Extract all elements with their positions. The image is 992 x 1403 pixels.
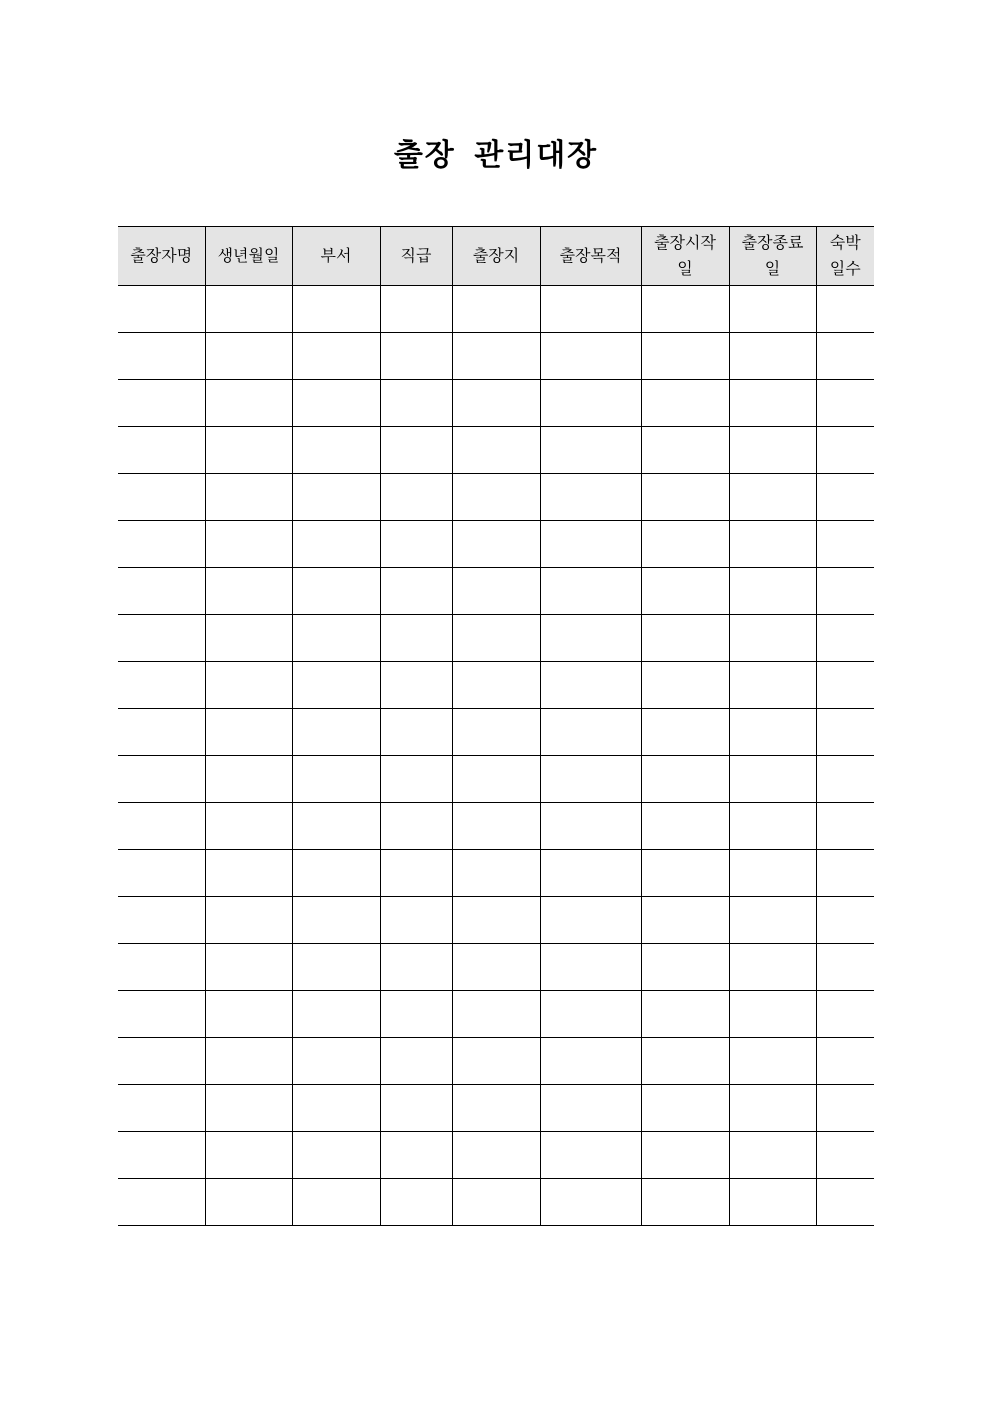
table-cell[interactable]	[205, 709, 292, 756]
header-nights: 숙박 일수	[816, 227, 874, 286]
table-cell[interactable]	[729, 615, 816, 662]
table-cell[interactable]	[729, 803, 816, 850]
table-cell[interactable]	[292, 286, 380, 333]
table-cell[interactable]	[292, 1179, 380, 1226]
table-cell[interactable]	[641, 568, 729, 615]
table-cell[interactable]	[452, 944, 540, 991]
table-row	[118, 756, 874, 803]
table-cell[interactable]	[452, 709, 540, 756]
table-cell[interactable]	[816, 474, 874, 521]
table-cell[interactable]	[729, 1132, 816, 1179]
table-cell[interactable]	[641, 286, 729, 333]
table-cell[interactable]	[205, 944, 292, 991]
table-cell[interactable]	[380, 568, 452, 615]
table-cell[interactable]	[292, 474, 380, 521]
table-cell[interactable]	[540, 756, 641, 803]
table-cell[interactable]	[452, 286, 540, 333]
table-cell[interactable]	[118, 709, 205, 756]
table-cell[interactable]	[729, 474, 816, 521]
table-cell[interactable]	[118, 1085, 205, 1132]
table-cell[interactable]	[641, 850, 729, 897]
table-cell[interactable]	[452, 521, 540, 568]
table-cell[interactable]	[729, 1038, 816, 1085]
table-cell[interactable]	[641, 1132, 729, 1179]
table-cell[interactable]	[540, 1179, 641, 1226]
table-cell[interactable]	[816, 427, 874, 474]
table-cell[interactable]	[205, 521, 292, 568]
table-cell[interactable]	[118, 521, 205, 568]
table-cell[interactable]	[292, 991, 380, 1038]
table-cell[interactable]	[118, 427, 205, 474]
table-cell[interactable]	[118, 897, 205, 944]
table-cell[interactable]	[729, 897, 816, 944]
table-cell[interactable]	[452, 803, 540, 850]
table-cell[interactable]	[641, 521, 729, 568]
table-cell[interactable]	[292, 662, 380, 709]
table-cell[interactable]	[540, 427, 641, 474]
table-cell[interactable]	[641, 333, 729, 380]
header-birth-date: 생년월일	[205, 227, 292, 286]
table-cell[interactable]	[540, 1085, 641, 1132]
table-cell[interactable]	[380, 803, 452, 850]
table-cell[interactable]	[729, 991, 816, 1038]
table-cell[interactable]	[452, 756, 540, 803]
table-cell[interactable]	[380, 380, 452, 427]
table-cell[interactable]	[292, 521, 380, 568]
table-cell[interactable]	[452, 850, 540, 897]
table-cell[interactable]	[816, 1179, 874, 1226]
table-cell[interactable]	[729, 850, 816, 897]
table-cell[interactable]	[452, 662, 540, 709]
table-cell[interactable]	[292, 944, 380, 991]
header-end-date: 출장종료 일	[729, 227, 816, 286]
table-cell[interactable]	[205, 286, 292, 333]
table-cell[interactable]	[540, 1038, 641, 1085]
table-cell[interactable]	[118, 615, 205, 662]
table-cell[interactable]	[292, 897, 380, 944]
table-cell[interactable]	[540, 286, 641, 333]
table-cell[interactable]	[205, 991, 292, 1038]
table-cell[interactable]	[540, 521, 641, 568]
table-cell[interactable]	[729, 756, 816, 803]
table-cell[interactable]	[641, 1085, 729, 1132]
table-row	[118, 991, 874, 1038]
table-row	[118, 568, 874, 615]
table-cell[interactable]	[292, 615, 380, 662]
table-cell[interactable]	[729, 380, 816, 427]
header-position: 직급	[380, 227, 452, 286]
table-cell[interactable]	[641, 427, 729, 474]
table-cell[interactable]	[380, 709, 452, 756]
table-cell[interactable]	[380, 756, 452, 803]
table-cell[interactable]	[452, 1179, 540, 1226]
table-cell[interactable]	[118, 1038, 205, 1085]
table-row	[118, 803, 874, 850]
table-row	[118, 1179, 874, 1226]
table-row	[118, 1085, 874, 1132]
table-cell[interactable]	[816, 662, 874, 709]
table-cell[interactable]	[816, 568, 874, 615]
table-cell[interactable]	[205, 803, 292, 850]
table-cell[interactable]	[292, 709, 380, 756]
table-cell[interactable]	[205, 1132, 292, 1179]
table-row	[118, 709, 874, 756]
table-cell[interactable]	[540, 662, 641, 709]
table-cell[interactable]	[641, 615, 729, 662]
table-cell[interactable]	[118, 803, 205, 850]
table-cell[interactable]	[540, 474, 641, 521]
table-cell[interactable]	[380, 1038, 452, 1085]
table-cell[interactable]	[816, 615, 874, 662]
table-cell[interactable]	[816, 803, 874, 850]
table-cell[interactable]	[380, 944, 452, 991]
table-cell[interactable]	[292, 803, 380, 850]
document-title: 출장 관리대장	[393, 138, 599, 173]
table-cell[interactable]	[292, 380, 380, 427]
table-row	[118, 897, 874, 944]
table-row	[118, 1132, 874, 1179]
table-cell[interactable]	[205, 380, 292, 427]
table-cell[interactable]	[205, 756, 292, 803]
table-cell[interactable]	[641, 944, 729, 991]
table-cell[interactable]	[816, 380, 874, 427]
table-cell[interactable]	[816, 756, 874, 803]
table-cell[interactable]	[118, 286, 205, 333]
table-cell[interactable]	[452, 380, 540, 427]
table-cell[interactable]	[452, 568, 540, 615]
table-cell[interactable]	[816, 1085, 874, 1132]
table-cell[interactable]	[729, 944, 816, 991]
header-traveler-name: 출장자명	[118, 227, 205, 286]
table-cell[interactable]	[380, 333, 452, 380]
table-row	[118, 662, 874, 709]
table-cell[interactable]	[292, 427, 380, 474]
table-cell[interactable]	[292, 1132, 380, 1179]
table-cell[interactable]	[641, 662, 729, 709]
table-cell[interactable]	[641, 991, 729, 1038]
table-cell[interactable]	[540, 568, 641, 615]
table-cell[interactable]	[205, 1085, 292, 1132]
table-cell[interactable]	[452, 474, 540, 521]
table-cell[interactable]	[380, 850, 452, 897]
table-cell[interactable]	[205, 1179, 292, 1226]
table-row	[118, 944, 874, 991]
table-cell[interactable]	[816, 1132, 874, 1179]
table-cell[interactable]	[816, 991, 874, 1038]
table-header-row	[118, 227, 874, 286]
table-cell[interactable]	[729, 427, 816, 474]
table-cell[interactable]	[816, 944, 874, 991]
table-cell[interactable]	[452, 991, 540, 1038]
table-cell[interactable]	[452, 615, 540, 662]
table-cell[interactable]	[641, 803, 729, 850]
table-cell[interactable]	[540, 1132, 641, 1179]
table-row	[118, 1038, 874, 1085]
table-cell[interactable]	[641, 1038, 729, 1085]
header-start-date: 출장시작 일	[641, 227, 729, 286]
table-cell[interactable]	[292, 333, 380, 380]
table-cell[interactable]	[641, 474, 729, 521]
table-row	[118, 333, 874, 380]
header-purpose: 출장목적	[540, 227, 641, 286]
table-row	[118, 615, 874, 662]
table-cell[interactable]	[729, 568, 816, 615]
table-cell[interactable]	[205, 474, 292, 521]
table-cell[interactable]	[118, 474, 205, 521]
table-cell[interactable]	[729, 333, 816, 380]
table-cell[interactable]	[205, 427, 292, 474]
business-trip-ledger-table	[118, 226, 874, 1226]
table-cell[interactable]	[816, 521, 874, 568]
table-cell[interactable]	[118, 1179, 205, 1226]
table-cell[interactable]	[816, 286, 874, 333]
table-cell[interactable]	[452, 333, 540, 380]
table-row	[118, 380, 874, 427]
table-cell[interactable]	[292, 1085, 380, 1132]
table-cell[interactable]	[729, 521, 816, 568]
table-cell[interactable]	[380, 1132, 452, 1179]
table-row	[118, 474, 874, 521]
table-cell[interactable]	[118, 756, 205, 803]
table-cell[interactable]	[292, 850, 380, 897]
table-cell[interactable]	[816, 897, 874, 944]
table-cell[interactable]	[641, 380, 729, 427]
table-cell[interactable]	[540, 897, 641, 944]
table-cell[interactable]	[380, 286, 452, 333]
table-cell[interactable]	[118, 850, 205, 897]
table-cell[interactable]	[729, 286, 816, 333]
table-cell[interactable]	[380, 427, 452, 474]
table-cell[interactable]	[540, 991, 641, 1038]
table-body	[118, 286, 874, 1226]
table-cell[interactable]	[118, 333, 205, 380]
table-cell[interactable]	[729, 709, 816, 756]
table-cell[interactable]	[292, 568, 380, 615]
table-cell[interactable]	[816, 850, 874, 897]
table-cell[interactable]	[118, 944, 205, 991]
header-department: 부서	[292, 227, 380, 286]
table-cell[interactable]	[118, 991, 205, 1038]
table-cell[interactable]	[380, 615, 452, 662]
table-cell[interactable]	[292, 1038, 380, 1085]
table-cell[interactable]	[205, 333, 292, 380]
table-cell[interactable]	[380, 991, 452, 1038]
table-cell[interactable]	[118, 1132, 205, 1179]
header-destination: 출장지	[452, 227, 540, 286]
table-cell[interactable]	[380, 1085, 452, 1132]
table-cell[interactable]	[380, 662, 452, 709]
table-cell[interactable]	[380, 1179, 452, 1226]
table-cell[interactable]	[452, 1085, 540, 1132]
table-cell[interactable]	[816, 709, 874, 756]
table-cell[interactable]	[540, 615, 641, 662]
table-cell[interactable]	[540, 333, 641, 380]
table-row	[118, 521, 874, 568]
table-cell[interactable]	[380, 521, 452, 568]
table-cell[interactable]	[205, 1038, 292, 1085]
table-cell[interactable]	[540, 380, 641, 427]
table-cell[interactable]	[729, 1085, 816, 1132]
table-cell[interactable]	[380, 474, 452, 521]
table-cell[interactable]	[641, 756, 729, 803]
table-cell[interactable]	[641, 709, 729, 756]
table-cell[interactable]	[729, 662, 816, 709]
table-cell[interactable]	[540, 803, 641, 850]
table-cell[interactable]	[205, 897, 292, 944]
table-cell[interactable]	[118, 662, 205, 709]
table-cell[interactable]	[118, 380, 205, 427]
table-cell[interactable]	[205, 850, 292, 897]
table-cell[interactable]	[205, 662, 292, 709]
table-cell[interactable]	[816, 1038, 874, 1085]
table-cell[interactable]	[540, 709, 641, 756]
table-cell[interactable]	[641, 1179, 729, 1226]
table-cell[interactable]	[452, 897, 540, 944]
table-cell[interactable]	[540, 944, 641, 991]
table-cell[interactable]	[205, 615, 292, 662]
table-row	[118, 286, 874, 333]
table-cell[interactable]	[641, 897, 729, 944]
table-cell[interactable]	[292, 756, 380, 803]
table-cell[interactable]	[452, 1038, 540, 1085]
table-cell[interactable]	[205, 568, 292, 615]
table-row	[118, 427, 874, 474]
table-cell[interactable]	[118, 568, 205, 615]
table-cell[interactable]	[380, 897, 452, 944]
table-cell[interactable]	[816, 333, 874, 380]
table-row	[118, 850, 874, 897]
table-cell[interactable]	[452, 1132, 540, 1179]
table-cell[interactable]	[452, 427, 540, 474]
table-cell[interactable]	[729, 1179, 816, 1226]
table-cell[interactable]	[540, 850, 641, 897]
